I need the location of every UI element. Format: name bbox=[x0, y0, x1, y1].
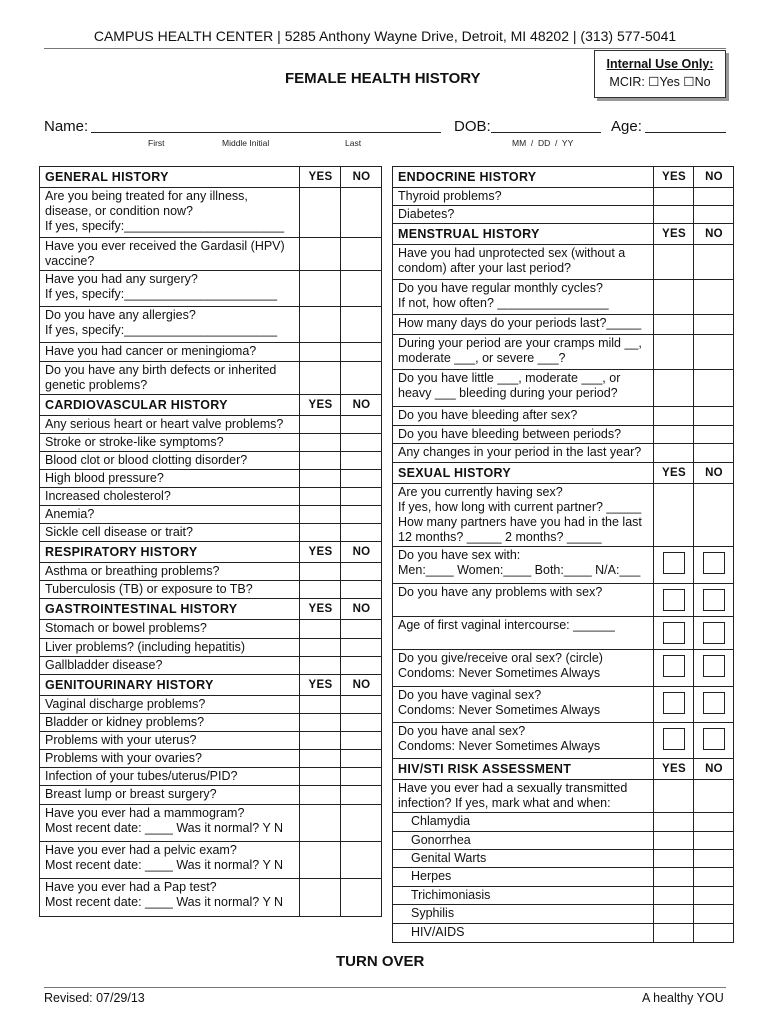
yes-answer-cell[interactable] bbox=[300, 506, 341, 524]
revised-date: Revised: 07/29/13 bbox=[44, 991, 145, 1005]
question-text: Infection of your tubes/uterus/PID? bbox=[40, 768, 300, 786]
no-answer-cell[interactable] bbox=[341, 238, 382, 271]
hiv-sti-risk-assessment-header-row bbox=[393, 759, 734, 780]
question-text: Have you had cancer or meningioma? bbox=[40, 343, 300, 362]
yes-answer-cell[interactable] bbox=[654, 584, 694, 617]
gastrointestinal-history-title: GASTROINTESTINAL HISTORY bbox=[40, 599, 300, 620]
age-input[interactable] bbox=[645, 132, 726, 133]
hiv-sti-risk-assessment-title: HIV/STI RISK ASSESSMENT bbox=[393, 759, 654, 780]
question-row bbox=[393, 245, 734, 280]
yes-checkbox[interactable] bbox=[663, 655, 685, 677]
no-answer-cell[interactable] bbox=[341, 506, 382, 524]
yes-answer-cell[interactable] bbox=[300, 750, 341, 768]
question-text: Syphilis bbox=[393, 905, 654, 924]
no-answer-cell[interactable] bbox=[694, 444, 734, 463]
question-text: How many days do your periods last?_____ bbox=[393, 315, 654, 335]
cardiovascular-history-header-row bbox=[40, 395, 382, 416]
question-row bbox=[40, 307, 382, 343]
yes-column-header: YES bbox=[300, 542, 341, 563]
question-text: Age of first vaginal intercourse: ______ bbox=[393, 617, 654, 650]
name-label: Name: bbox=[44, 118, 89, 135]
no-column-header: NO bbox=[341, 395, 382, 416]
question-row bbox=[393, 617, 734, 650]
no-column-header: NO bbox=[694, 463, 734, 484]
no-answer-cell[interactable] bbox=[694, 335, 734, 370]
question-text: Sickle cell disease or trait? bbox=[40, 524, 300, 542]
question-text: Herpes bbox=[393, 868, 654, 887]
no-answer-cell[interactable] bbox=[694, 426, 734, 444]
no-answer-cell[interactable] bbox=[694, 547, 734, 584]
question-text: Stomach or bowel problems? bbox=[40, 620, 300, 639]
question-row bbox=[40, 732, 382, 750]
question-text: Stroke or stroke-like symptoms? bbox=[40, 434, 300, 452]
no-column-header: NO bbox=[341, 167, 382, 188]
question-row bbox=[393, 335, 734, 370]
no-answer-cell[interactable] bbox=[341, 732, 382, 750]
no-answer-cell[interactable] bbox=[694, 188, 734, 206]
question-row bbox=[40, 696, 382, 714]
yes-answer-cell[interactable] bbox=[654, 617, 694, 650]
no-column-header: NO bbox=[694, 759, 734, 780]
no-checkbox[interactable] bbox=[703, 692, 725, 714]
yes-answer-cell[interactable] bbox=[300, 620, 341, 639]
no-answer-cell[interactable] bbox=[341, 524, 382, 542]
respiratory-history-header-row bbox=[40, 542, 382, 563]
question-row bbox=[40, 581, 382, 599]
no-answer-cell[interactable] bbox=[694, 280, 734, 315]
question-row bbox=[40, 714, 382, 732]
age-label: Age: bbox=[611, 118, 642, 135]
yes-answer-cell[interactable] bbox=[654, 887, 694, 905]
no-answer-cell[interactable] bbox=[694, 723, 734, 759]
question-text: Do you have bleeding between periods? bbox=[393, 426, 654, 444]
question-row bbox=[393, 547, 734, 584]
no-answer-cell[interactable] bbox=[694, 407, 734, 426]
no-answer-cell[interactable] bbox=[341, 620, 382, 639]
no-answer-cell[interactable] bbox=[694, 780, 734, 813]
question-text: Increased cholesterol? bbox=[40, 488, 300, 506]
question-text: Do you have regular monthly cycles? If not, how often? ________________ bbox=[393, 280, 654, 315]
yes-answer-cell[interactable] bbox=[654, 335, 694, 370]
yes-answer-cell[interactable] bbox=[300, 434, 341, 452]
question-text: Have you ever had a mammogram? Most recent date: ____ Was it normal? Y N bbox=[40, 805, 300, 842]
middle-initial-caption: Middle Initial bbox=[222, 138, 270, 148]
yes-answer-cell[interactable] bbox=[300, 343, 341, 362]
yes-answer-cell[interactable] bbox=[654, 426, 694, 444]
dob-format-caption: MM / DD / YY bbox=[512, 138, 574, 148]
question-row bbox=[393, 905, 734, 924]
yes-answer-cell[interactable] bbox=[654, 905, 694, 924]
yes-answer-cell[interactable] bbox=[300, 805, 341, 842]
no-answer-cell[interactable] bbox=[694, 584, 734, 617]
sexual-history-header-row bbox=[393, 463, 734, 484]
no-answer-cell[interactable] bbox=[341, 879, 382, 917]
question-text: During your period are your cramps mild __, moderate ___, or severe ___? bbox=[393, 335, 654, 370]
question-text: Any serious heart or heart valve problems? bbox=[40, 416, 300, 434]
no-answer-cell[interactable] bbox=[694, 813, 734, 832]
dob-input[interactable] bbox=[491, 132, 601, 133]
no-answer-cell[interactable] bbox=[341, 434, 382, 452]
yes-checkbox[interactable] bbox=[663, 692, 685, 714]
question-text: Do you have little ___, moderate ___, or heavy ___ bleeding during your period? bbox=[393, 370, 654, 407]
question-text: Anemia? bbox=[40, 506, 300, 524]
question-row bbox=[40, 786, 382, 805]
no-answer-cell[interactable] bbox=[694, 905, 734, 924]
no-answer-cell[interactable] bbox=[694, 887, 734, 905]
no-answer-cell[interactable] bbox=[341, 416, 382, 434]
internal-use-box bbox=[594, 50, 726, 98]
question-row bbox=[40, 343, 382, 362]
question-row bbox=[393, 868, 734, 887]
yes-answer-cell[interactable] bbox=[654, 650, 694, 687]
question-text: Have you had unprotected sex (without a condom) after your last period? bbox=[393, 245, 654, 280]
question-text: Are you currently having sex? If yes, how long with current partner? _____ How many partners have you had in the last 12 months? _____ 2 months? _____ bbox=[393, 484, 654, 547]
question-row bbox=[40, 506, 382, 524]
question-text: Diabetes? bbox=[393, 206, 654, 224]
question-row bbox=[40, 524, 382, 542]
no-answer-cell[interactable] bbox=[694, 206, 734, 224]
respiratory-history-title: RESPIRATORY HISTORY bbox=[40, 542, 300, 563]
question-text: Do you have any problems with sex? bbox=[393, 584, 654, 617]
tagline: A healthy YOU bbox=[642, 991, 724, 1005]
question-text: High blood pressure? bbox=[40, 470, 300, 488]
question-row bbox=[40, 842, 382, 879]
question-row bbox=[393, 188, 734, 206]
question-text: Breast lump or breast surgery? bbox=[40, 786, 300, 805]
question-row bbox=[40, 620, 382, 639]
yes-answer-cell[interactable] bbox=[654, 188, 694, 206]
yes-answer-cell[interactable] bbox=[300, 696, 341, 714]
mcir-field[interactable]: MCIR: ☐Yes ☐No bbox=[609, 75, 711, 89]
question-row bbox=[393, 650, 734, 687]
cardiovascular-history-title: CARDIOVASCULAR HISTORY bbox=[40, 395, 300, 416]
yes-answer-cell[interactable] bbox=[654, 723, 694, 759]
question-row bbox=[40, 238, 382, 271]
yes-answer-cell[interactable] bbox=[654, 850, 694, 868]
no-answer-cell[interactable] bbox=[341, 714, 382, 732]
yes-checkbox[interactable] bbox=[663, 728, 685, 750]
genitourinary-history-title: GENITOURINARY HISTORY bbox=[40, 675, 300, 696]
question-row bbox=[40, 488, 382, 506]
yes-column-header: YES bbox=[300, 675, 341, 696]
question-text: Genital Warts bbox=[393, 850, 654, 868]
question-row bbox=[393, 584, 734, 617]
no-answer-cell[interactable] bbox=[341, 452, 382, 470]
yes-answer-cell[interactable] bbox=[300, 879, 341, 917]
no-answer-cell[interactable] bbox=[694, 868, 734, 887]
no-answer-cell[interactable] bbox=[341, 470, 382, 488]
header-divider bbox=[44, 48, 726, 49]
endocrine-history-header-row bbox=[393, 167, 734, 188]
yes-answer-cell[interactable] bbox=[300, 732, 341, 750]
no-column-header: NO bbox=[694, 224, 734, 245]
no-answer-cell[interactable] bbox=[694, 484, 734, 547]
question-row bbox=[393, 813, 734, 832]
no-answer-cell[interactable] bbox=[694, 924, 734, 943]
question-row bbox=[393, 887, 734, 905]
no-answer-cell[interactable] bbox=[694, 832, 734, 850]
no-column-header: NO bbox=[341, 599, 382, 620]
no-answer-cell[interactable] bbox=[694, 650, 734, 687]
question-row bbox=[393, 206, 734, 224]
no-answer-cell[interactable] bbox=[694, 850, 734, 868]
question-row bbox=[393, 924, 734, 943]
no-answer-cell[interactable] bbox=[341, 842, 382, 879]
yes-answer-cell[interactable] bbox=[300, 271, 341, 307]
question-text: Have you ever had a sexually transmitted infection? If yes, mark what and when: bbox=[393, 780, 654, 813]
no-checkbox[interactable] bbox=[703, 589, 725, 611]
yes-answer-cell[interactable] bbox=[300, 768, 341, 786]
question-text: Have you had any surgery? If yes, specify:______________________ bbox=[40, 271, 300, 307]
question-row bbox=[393, 723, 734, 759]
no-answer-cell[interactable] bbox=[341, 343, 382, 362]
question-text: Have you ever had a Pap test? Most recent date: ____ Was it normal? Y N bbox=[40, 879, 300, 917]
yes-column-header: YES bbox=[300, 167, 341, 188]
question-text: Thyroid problems? bbox=[393, 188, 654, 206]
sexual-history-title: SEXUAL HISTORY bbox=[393, 463, 654, 484]
question-row bbox=[393, 407, 734, 426]
question-row bbox=[40, 452, 382, 470]
general-history-header-row bbox=[40, 167, 382, 188]
yes-answer-cell[interactable] bbox=[300, 657, 341, 675]
question-text: Chlamydia bbox=[393, 813, 654, 832]
yes-answer-cell[interactable] bbox=[300, 416, 341, 434]
yes-answer-cell[interactable] bbox=[654, 547, 694, 584]
question-row bbox=[40, 563, 382, 581]
yes-answer-cell[interactable] bbox=[654, 407, 694, 426]
left-history-table bbox=[39, 166, 382, 917]
question-row bbox=[40, 805, 382, 842]
no-answer-cell[interactable] bbox=[694, 315, 734, 335]
no-answer-cell[interactable] bbox=[341, 581, 382, 599]
question-row bbox=[40, 188, 382, 238]
no-answer-cell[interactable] bbox=[341, 188, 382, 238]
no-answer-cell[interactable] bbox=[341, 488, 382, 506]
question-row bbox=[40, 768, 382, 786]
yes-answer-cell[interactable] bbox=[300, 188, 341, 238]
yes-answer-cell[interactable] bbox=[300, 470, 341, 488]
yes-column-header: YES bbox=[654, 224, 694, 245]
question-text: Trichimoniasis bbox=[393, 887, 654, 905]
yes-answer-cell[interactable] bbox=[654, 924, 694, 943]
no-answer-cell[interactable] bbox=[341, 696, 382, 714]
question-text: Do you give/receive oral sex? (circle) Condoms: Never Sometimes Always bbox=[393, 650, 654, 687]
no-column-header: NO bbox=[694, 167, 734, 188]
yes-answer-cell[interactable] bbox=[300, 307, 341, 343]
question-text: Have you ever had a pelvic exam? Most recent date: ____ Was it normal? Y N bbox=[40, 842, 300, 879]
no-answer-cell[interactable] bbox=[341, 307, 382, 343]
gastrointestinal-history-header-row bbox=[40, 599, 382, 620]
question-row bbox=[40, 470, 382, 488]
yes-answer-cell[interactable] bbox=[300, 786, 341, 805]
yes-answer-cell[interactable] bbox=[654, 245, 694, 280]
yes-answer-cell[interactable] bbox=[654, 444, 694, 463]
yes-answer-cell[interactable] bbox=[654, 813, 694, 832]
no-answer-cell[interactable] bbox=[341, 639, 382, 657]
question-row bbox=[40, 639, 382, 657]
name-input[interactable] bbox=[91, 132, 441, 133]
yes-column-header: YES bbox=[654, 167, 694, 188]
question-text: Any changes in your period in the last year? bbox=[393, 444, 654, 463]
yes-answer-cell[interactable] bbox=[300, 238, 341, 271]
yes-answer-cell[interactable] bbox=[300, 639, 341, 657]
yes-column-header: YES bbox=[654, 463, 694, 484]
yes-column-header: YES bbox=[654, 759, 694, 780]
question-row bbox=[393, 315, 734, 335]
yes-answer-cell[interactable] bbox=[300, 714, 341, 732]
no-checkbox[interactable] bbox=[703, 655, 725, 677]
no-answer-cell[interactable] bbox=[341, 750, 382, 768]
yes-answer-cell[interactable] bbox=[654, 315, 694, 335]
question-text: Bladder or kidney problems? bbox=[40, 714, 300, 732]
first-name-caption: First bbox=[148, 138, 165, 148]
no-answer-cell[interactable] bbox=[341, 805, 382, 842]
question-text: Problems with your uterus? bbox=[40, 732, 300, 750]
yes-answer-cell[interactable] bbox=[654, 780, 694, 813]
no-checkbox[interactable] bbox=[703, 552, 725, 574]
question-text: Blood clot or blood clotting disorder? bbox=[40, 452, 300, 470]
question-text: Tuberculosis (TB) or exposure to TB? bbox=[40, 581, 300, 599]
question-text: Do you have any birth defects or inherited genetic problems? bbox=[40, 362, 300, 395]
question-text: Have you ever received the Gardasil (HPV) vaccine? bbox=[40, 238, 300, 271]
question-row bbox=[393, 850, 734, 868]
question-row bbox=[393, 444, 734, 463]
question-row bbox=[40, 271, 382, 307]
question-row bbox=[393, 484, 734, 547]
question-row bbox=[40, 657, 382, 675]
question-text: Vaginal discharge problems? bbox=[40, 696, 300, 714]
question-text: HIV/AIDS bbox=[393, 924, 654, 943]
yes-answer-cell[interactable] bbox=[300, 581, 341, 599]
clinic-header: CAMPUS HEALTH CENTER | 5285 Anthony Wayne Drive, Detroit, MI 48202 | (313) 577-5041 bbox=[93, 28, 677, 44]
no-answer-cell[interactable] bbox=[694, 617, 734, 650]
no-answer-cell[interactable] bbox=[341, 786, 382, 805]
yes-answer-cell[interactable] bbox=[654, 370, 694, 407]
yes-answer-cell[interactable] bbox=[300, 488, 341, 506]
no-checkbox[interactable] bbox=[703, 728, 725, 750]
question-text: Asthma or breathing problems? bbox=[40, 563, 300, 581]
yes-answer-cell[interactable] bbox=[300, 524, 341, 542]
yes-answer-cell[interactable] bbox=[654, 868, 694, 887]
endocrine-history-title: ENDOCRINE HISTORY bbox=[393, 167, 654, 188]
question-text: Do you have vaginal sex? Condoms: Never Sometimes Always bbox=[393, 687, 654, 723]
question-row bbox=[393, 780, 734, 813]
no-answer-cell[interactable] bbox=[694, 370, 734, 407]
turn-over-label: TURN OVER bbox=[336, 953, 425, 970]
yes-answer-cell[interactable] bbox=[300, 362, 341, 395]
no-answer-cell[interactable] bbox=[341, 657, 382, 675]
question-text: Are you being treated for any illness, disease, or condition now? If yes, specify:_______________________ bbox=[40, 188, 300, 238]
general-history-title: GENERAL HISTORY bbox=[40, 167, 300, 188]
question-text: Gonorrhea bbox=[393, 832, 654, 850]
question-row bbox=[393, 370, 734, 407]
question-text: Problems with your ovaries? bbox=[40, 750, 300, 768]
yes-answer-cell[interactable] bbox=[300, 563, 341, 581]
no-answer-cell[interactable] bbox=[341, 768, 382, 786]
yes-answer-cell[interactable] bbox=[300, 842, 341, 879]
menstrual-history-header-row bbox=[393, 224, 734, 245]
no-column-header: NO bbox=[341, 542, 382, 563]
no-answer-cell[interactable] bbox=[341, 362, 382, 395]
footer-divider bbox=[44, 987, 726, 988]
question-row bbox=[40, 750, 382, 768]
genitourinary-history-header-row bbox=[40, 675, 382, 696]
last-name-caption: Last bbox=[345, 138, 362, 148]
yes-checkbox[interactable] bbox=[663, 622, 685, 644]
yes-answer-cell[interactable] bbox=[654, 832, 694, 850]
no-column-header: NO bbox=[341, 675, 382, 696]
right-history-table bbox=[392, 166, 734, 943]
question-row bbox=[393, 280, 734, 315]
question-row bbox=[40, 879, 382, 917]
internal-use-label: Internal Use Only: bbox=[606, 57, 714, 71]
form-title: FEMALE HEALTH HISTORY bbox=[285, 70, 481, 87]
question-text: Do you have any allergies? If yes, specify:______________________ bbox=[40, 307, 300, 343]
no-answer-cell[interactable] bbox=[341, 271, 382, 307]
question-row bbox=[40, 416, 382, 434]
question-row bbox=[40, 434, 382, 452]
yes-checkbox[interactable] bbox=[663, 552, 685, 574]
yes-answer-cell[interactable] bbox=[654, 280, 694, 315]
yes-checkbox[interactable] bbox=[663, 589, 685, 611]
question-row bbox=[393, 832, 734, 850]
question-row bbox=[393, 687, 734, 723]
yes-answer-cell[interactable] bbox=[654, 206, 694, 224]
question-text: Do you have sex with: Men:____ Women:____ Both:____ N/A:___ bbox=[393, 547, 654, 584]
no-answer-cell[interactable] bbox=[694, 687, 734, 723]
question-text: Gallbladder disease? bbox=[40, 657, 300, 675]
yes-column-header: YES bbox=[300, 395, 341, 416]
question-row bbox=[40, 362, 382, 395]
question-text: Liver problems? (including hepatitis) bbox=[40, 639, 300, 657]
question-text: Do you have anal sex? Condoms: Never Sometimes Always bbox=[393, 723, 654, 759]
no-answer-cell[interactable] bbox=[694, 245, 734, 280]
yes-answer-cell[interactable] bbox=[654, 484, 694, 547]
no-answer-cell[interactable] bbox=[341, 563, 382, 581]
no-checkbox[interactable] bbox=[703, 622, 725, 644]
yes-answer-cell[interactable] bbox=[654, 687, 694, 723]
question-text: Do you have bleeding after sex? bbox=[393, 407, 654, 426]
question-row bbox=[393, 426, 734, 444]
dob-label: DOB: bbox=[454, 118, 491, 135]
menstrual-history-title: MENSTRUAL HISTORY bbox=[393, 224, 654, 245]
yes-column-header: YES bbox=[300, 599, 341, 620]
yes-answer-cell[interactable] bbox=[300, 452, 341, 470]
